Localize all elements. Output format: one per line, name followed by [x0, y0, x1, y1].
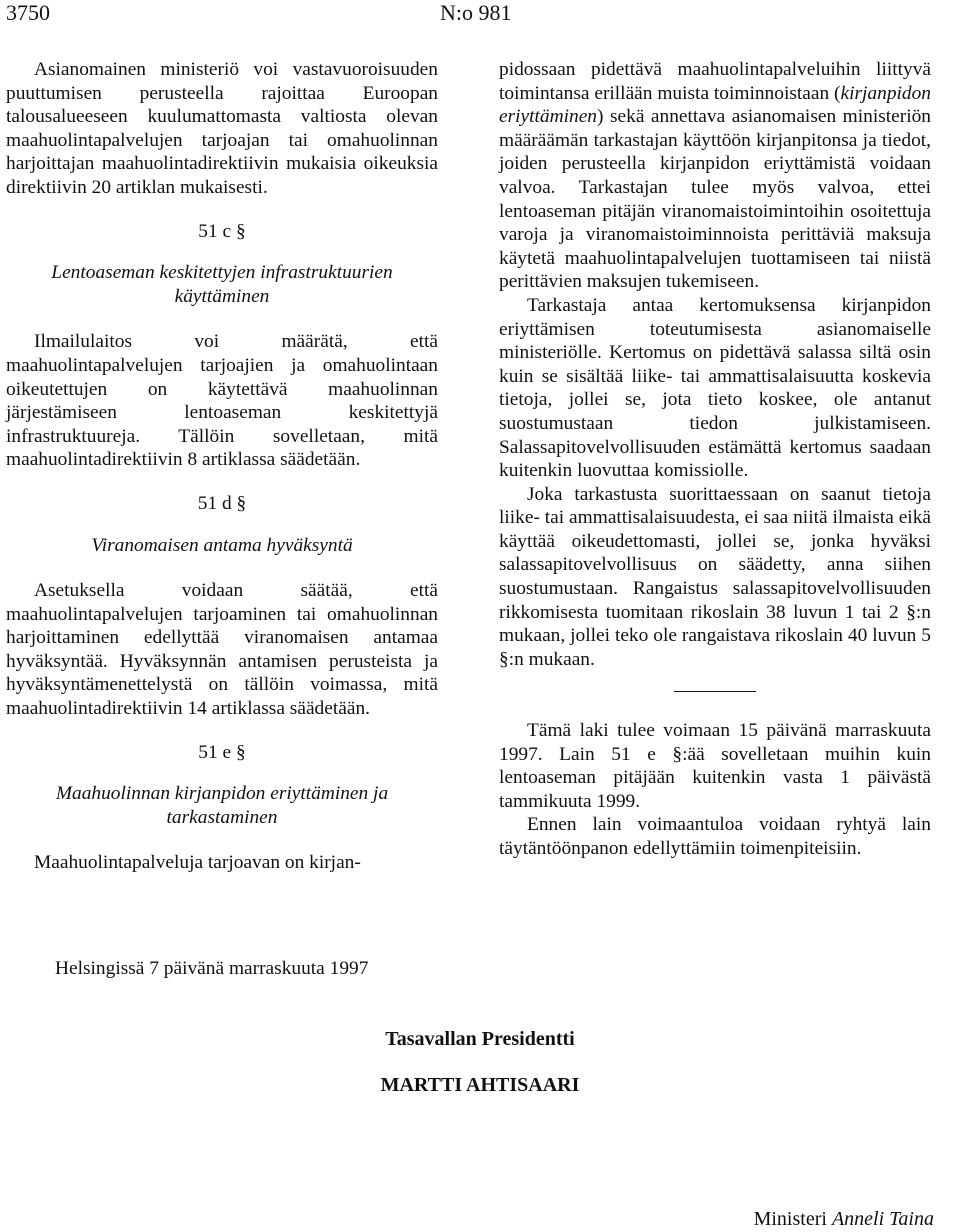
right-column — [499, 58, 931, 861]
paragraph: Tämä laki tulee voimaan 15 päivänä marraskuuta 1997. Lain 51 e §:ää sovelletaan muihin kuin lentoaseman pitäjään kuitenkin vasta 1 päivästä tammikuuta 1999. — [499, 720, 931, 812]
section-title-51c: Lentoaseman keskitettyjen infrastruktuurien käyttäminen — [51, 262, 393, 307]
minister-label: Ministeri — [753, 1208, 827, 1230]
section-number-51d: 51 d § — [197, 492, 247, 514]
left-column — [6, 58, 438, 875]
section-divider — [499, 675, 931, 699]
minister-signature — [754, 1208, 934, 1231]
section-number-51e: 51 e § — [198, 741, 246, 763]
page-number: 3750 — [6, 0, 50, 25]
paragraph: Asianomainen ministeriö voi vastavuoroisuuden puuttumisen perusteella rajoittaa Euroopan talousalueeseen kuulumattomasta valtiosta olevan maahuolintapalvelujen tarjoajan tai omahuolinnan harjoittajan maahuolintadirektiivin mukaisia oikeuksia direktiivin 20 artiklan mukaisesti. — [6, 59, 438, 198]
text-run: ) sekä annettava asianomaisen ministeriön määräämän tarkastajan käyttöön kirjanpitonsa ja tiedot, joiden perusteella kirjanpidon eriyttämistä voidaan valvoa. Tarkastajan tulee myös valvoa, ettei lentoaseman pitäjän viranomaistoimintoihin osoitettuja varoja ja viranomaistoiminnoista perittäviä maksuja käytetä maahuolintapalvelujen tuottamiseen tai niistä perittävien maksujen tukemiseen. — [499, 106, 931, 293]
paragraph: Joka tarkastusta suorittaessaan on saanut tietoja liike- tai ammattisalaisuudesta, ei saa niitä ilmaista eikä käyttää oikeudettomasti, jollei se, jonka hyväksi salassapitovelvollisuus on säädetty, anna siihen suostumustaan. Rangaistus salassapitovelvollisuuden rikkomisesta tuomitaan rikoslain 38 luvun 1 tai 2 §:n mukaan, jollei teko ole rangaistava rikoslain 40 luvun 5 §:n mukaan. — [499, 483, 931, 670]
section-title-51d: Viranomaisen antama hyväksyntä — [91, 534, 353, 556]
paragraph: Ennen lain voimaantuloa voidaan ryhtyä lain täytäntöönpanon edellyttämiin toimenpiteisiin. — [499, 814, 931, 859]
place-date: Helsingissä 7 päivänä marraskuuta 1997 — [55, 958, 369, 979]
paragraph: Tarkastaja antaa kertomuksensa kirjanpidon eriyttämisen toteutumisesta asianomaiselle ministeriölle. Kertomus on pidettävä salassa siltä osin kuin se sisältää liike- tai ammattisalaisuutta koskevia tietoja, jollei se, jota tieto koskee, ole antanut suostumustaan tiedon julkistamiseen. Salassapitovelvollisuuden estämättä kertomus saadaan kuitenkin luovuttaa komissiolle. — [499, 294, 931, 482]
president-title: Tasavallan Presidentti — [385, 1028, 575, 1050]
minister-name: Anneli Taina — [831, 1208, 934, 1230]
paragraph — [499, 58, 931, 294]
paragraph: Maahuolintapalveluja tarjoavan on kirjan- — [34, 852, 361, 874]
section-title-51e: Maahuolinnan kirjanpidon eriyttäminen ja tarkastaminen — [55, 783, 389, 828]
paragraph: Ilmailulaitos voi määrätä, että maahuolintapalvelujen tarjoajien ja omahuolintaan oikeutettujen on käytettävä maahuolinnan järjestämiseen lentoaseman keskitettyjä infrastruktuureja. Tällöin sovelletaan, mitä maahuolintadirektiivin 8 artiklassa säädetään. — [6, 331, 438, 471]
text-run: pidossaan pidettävä maahuolintapalveluihin liittyvä toimintansa erillään muista toiminnoistaan ( — [499, 59, 931, 104]
issue-number: N:o 981 — [440, 0, 512, 25]
section-number-51c: 51 c § — [198, 220, 246, 242]
italic-term: kirjanpidon eriyttäminen — [499, 82, 931, 128]
paragraph: Asetuksella voidaan säätää, että maahuolintapalvelujen tarjoaminen tai omahuolinnan harjoittaminen edellyttää viranomaisen antamaa hyväksyntää. Hyväksynnän antamisen perusteista ja hyväksyntämenettelystä on tällöin voimassa, mitä maahuolintadirektiivin 14 artiklassa säädetään. — [6, 580, 438, 720]
president-name: MARTTI AHTISAARI — [380, 1074, 580, 1096]
